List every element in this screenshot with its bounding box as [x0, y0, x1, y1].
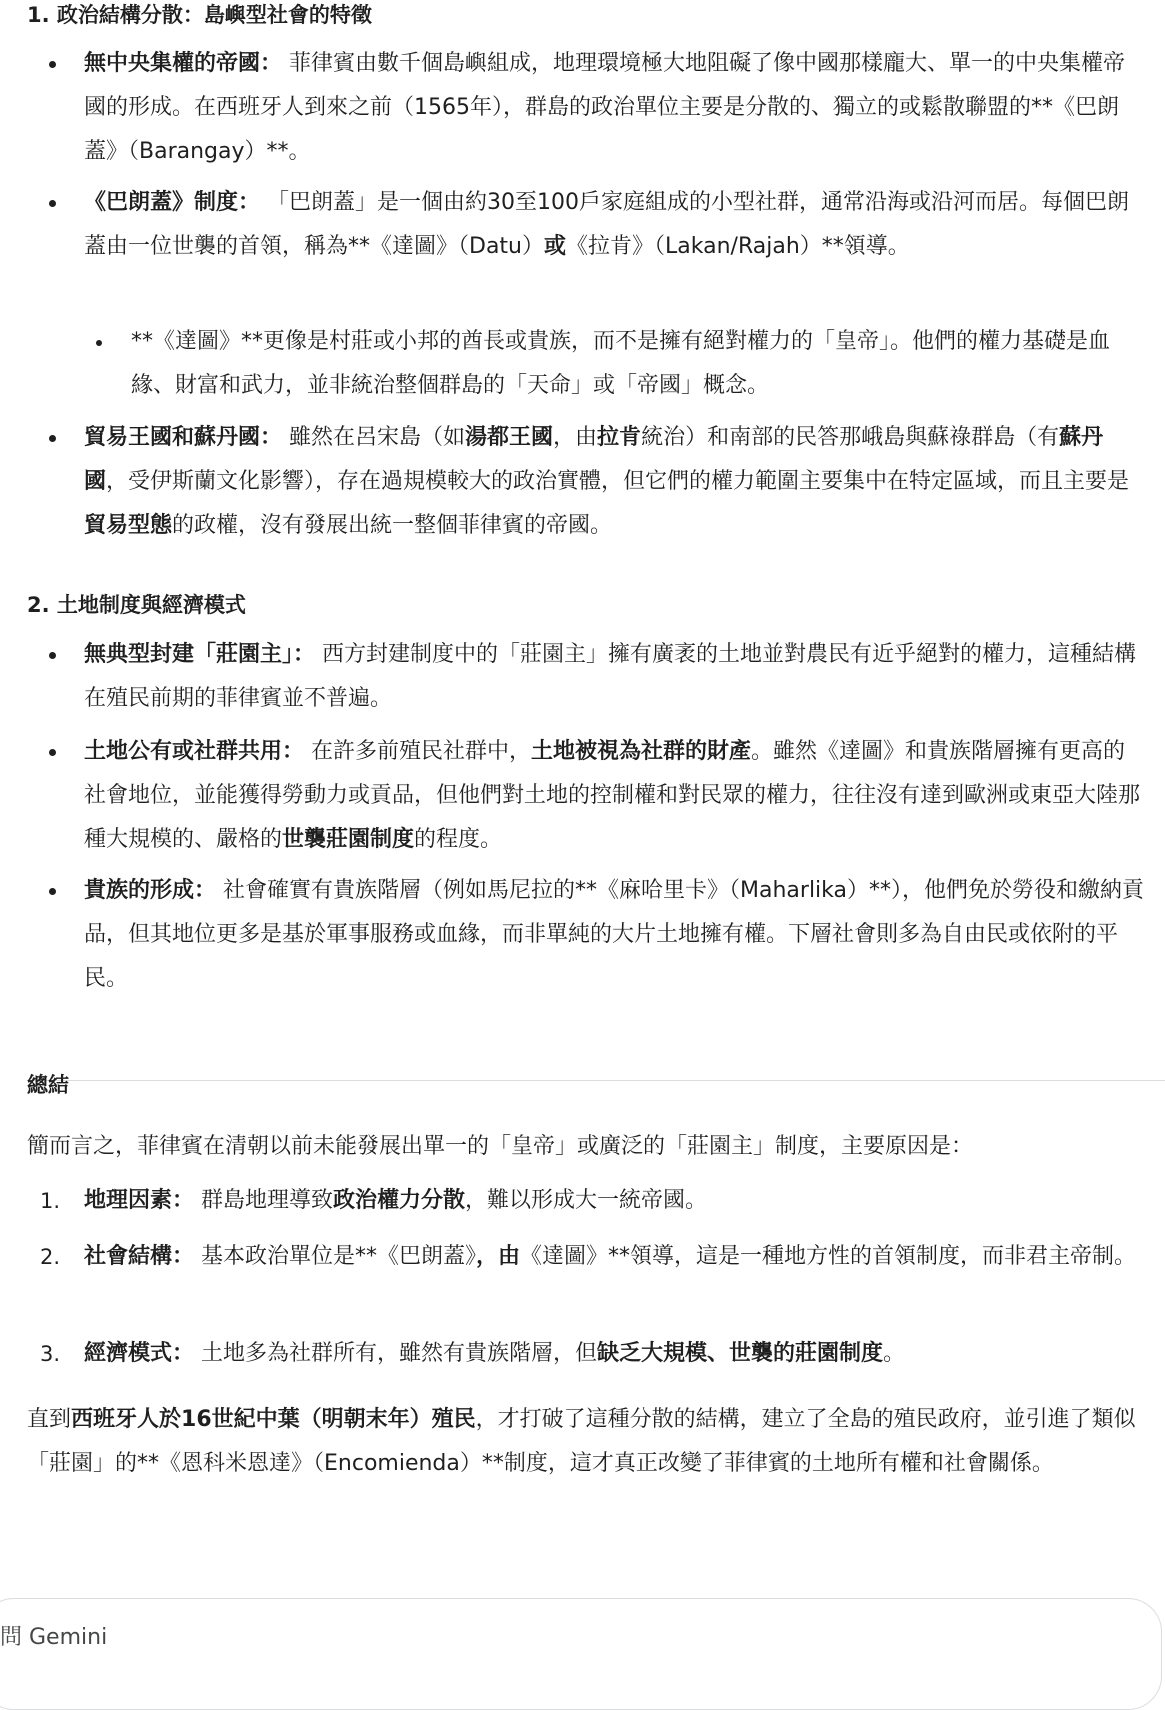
summary-point-economy: [40, 1332, 1144, 1376]
bullet-dot: [49, 61, 56, 68]
text-run: 。雖然《達圖》和貴族階層擁有更高的社會地位，並能獲得勞動力或貢品，但他們對土地的控制權和對民眾的權力，往往沒有達到歐洲或東亞大陸那種大規模的、嚴格的: [84, 739, 1141, 852]
bold-text: 貿易王國和蘇丹國：: [84, 425, 283, 450]
text-run: 的程度。: [414, 827, 503, 852]
prompt-input-placeholder[interactable]: 問 Gemini: [0, 1625, 108, 1650]
summary-intro: 簡而言之，菲律賓在清朝以前未能發展出單一的「皇帝」或廣泛的「莊園主」制度，主要原因是：: [27, 1134, 974, 1159]
bullet-dot: [49, 888, 56, 895]
text-run: ，難以形成大一統帝國。: [465, 1188, 708, 1213]
list-item-text: [84, 739, 1140, 852]
text-run: 。: [883, 1341, 906, 1366]
text-run: 統治）和南部的民答那峨島與蘇祿群島（有: [641, 425, 1060, 450]
section-divider: [27, 1080, 1165, 1081]
bullet-dot: [49, 435, 56, 442]
text-run: ，才打破了這種分散的結構，建立了全島的殖民政府，並引進了類似「莊園」的**《恩科米恩達》（Encomienda）**制度，這才真正改變了菲律賓的土地所有權和社會關係。: [27, 1407, 1136, 1476]
bullet-dot: [49, 200, 56, 207]
bold-text: ，由: [476, 1244, 521, 1269]
bold-text: 土地公有或社群共用：: [84, 739, 305, 764]
list-number: 2.: [40, 1245, 61, 1269]
bullet-dot: [96, 340, 102, 346]
list-number: 1.: [40, 1189, 61, 1213]
list-item-trade-kingdoms: [84, 416, 1144, 548]
section-heading-politics: 1. 政治結構分散：島嶼型社會的特徵: [27, 3, 372, 27]
section-heading-land: 2. 土地制度與經濟模式: [27, 593, 246, 617]
bullet-dot: [49, 749, 56, 756]
bold-text: 《巴朗蓋》制度：: [84, 190, 261, 215]
bold-text: 土地被視為社群的財產: [531, 739, 752, 764]
bold-text: 或: [544, 234, 567, 259]
list-item-text: [84, 1244, 1136, 1269]
bold-text: 蘇丹國: [84, 425, 1104, 494]
bold-text: 貴族的形成：: [84, 878, 217, 903]
bold-text: 湯都王國: [465, 425, 554, 450]
list-item-text: [84, 190, 1129, 259]
list-item-datu: [131, 320, 1141, 408]
bold-text: 無中央集權的帝國：: [84, 51, 283, 76]
text-run: 的政權，沒有發展出統一整個菲律賓的帝國。: [172, 513, 613, 538]
bold-text: 西班牙人於16世紀中葉（明朝末年）殖民: [71, 1407, 476, 1432]
bold-text: 政治權力分散: [333, 1188, 466, 1213]
list-item-nobility: [84, 869, 1144, 1001]
text-run: 「巴朗蓋」是一個由約30至100戶家庭組成的小型社群，通常沿海或沿河而居。每個巴朗蓋由一位世襲的首領，稱為**《達圖》（Datu）: [84, 190, 1129, 259]
bold-text: 無典型封建「莊園主」：: [84, 642, 316, 667]
bold-text: 拉肯: [597, 425, 642, 450]
prompt-input-box[interactable]: [0, 1598, 1162, 1710]
list-item-no-empire: [84, 42, 1144, 174]
text-run: 群島地理導致: [194, 1188, 334, 1213]
text-run: 基本政治單位是**《巴朗蓋》: [194, 1244, 477, 1269]
bold-text: 社會結構：: [84, 1244, 195, 1269]
list-item-communal-land: [84, 730, 1144, 862]
list-item-text: [84, 878, 1144, 991]
text-run: 雖然在呂宋島（如: [282, 425, 466, 450]
list-number: 3.: [40, 1342, 61, 1366]
text-run: 土地多為社群所有，雖然有貴族階層，但: [194, 1341, 598, 1366]
bold-text: 地理因素：: [84, 1188, 195, 1213]
list-item-text: [84, 1188, 707, 1213]
summary-closing: [27, 1398, 1147, 1486]
text-run: 西方封建制度中的「莊園主」擁有廣袤的土地並對農民有近乎絕對的權力，這種結構在殖民前期的菲律賓並不普遍。: [84, 642, 1137, 711]
bold-text: 世襲莊園制度: [282, 827, 415, 852]
list-item-no-manor: [84, 633, 1144, 721]
text-run: ，由: [553, 425, 598, 450]
summary-point-society: [40, 1235, 1144, 1279]
summary-point-geography: [40, 1179, 1144, 1223]
list-item-text: [84, 425, 1129, 538]
list-item-text: [84, 1341, 905, 1366]
text-run: ，受伊斯蘭文化影響），存在過規模較大的政治實體，但它們的權力範圍主要集中在特定區域，而且主要是: [106, 469, 1130, 494]
text-run: 《拉肯》（Lakan/Rajah）**領導。: [566, 234, 910, 259]
list-item-text: [131, 329, 1110, 398]
closing-text: [27, 1407, 1136, 1476]
list-item-barangay: [84, 181, 1144, 269]
bold-text: 經濟模式：: [84, 1341, 195, 1366]
list-item-text: [84, 642, 1136, 711]
summary-heading: 總結: [27, 1073, 69, 1097]
text-run: 在許多前殖民社群中，: [304, 739, 532, 764]
bold-text: 缺乏大規模、世襲的莊園制度: [597, 1341, 884, 1366]
text-run: **《達圖》**更像是村莊或小邦的酋長或貴族，而不是擁有絕對權力的「皇帝」。他們的權力基礎是血緣、財富和武力，並非統治整個群島的「天命」或「帝國」概念。: [131, 329, 1111, 398]
bold-text: 貿易型態: [84, 513, 173, 538]
text-run: 社會確實有貴族階層（例如馬尼拉的**《麻哈里卡》（Maharlika）**），他們免於勞役和繳納貢品，但其地位更多是基於軍事服務或血緣，而非單純的大片土地擁有權。下層社會則多為自由民或依附的平民。: [84, 878, 1145, 991]
text-run: 《達圖》**領導，這是一種地方性的首領制度，而非君主帝制。: [520, 1244, 1137, 1269]
scroll-fade-overlay: [0, 1535, 1165, 1580]
text-run: 菲律賓由數千個島嶼組成，地理環境極大地阻礙了像中國那樣龐大、單一的中央集權帝國的形成。在西班牙人到來之前（1565年），群島的政治單位主要是分散的、獨立的或鬆散聯盟的**《巴朗蓋》（Barangay）**。: [84, 51, 1126, 164]
list-item-text: [84, 51, 1125, 164]
bullet-dot: [49, 652, 56, 659]
text-run: 直到: [27, 1407, 72, 1432]
